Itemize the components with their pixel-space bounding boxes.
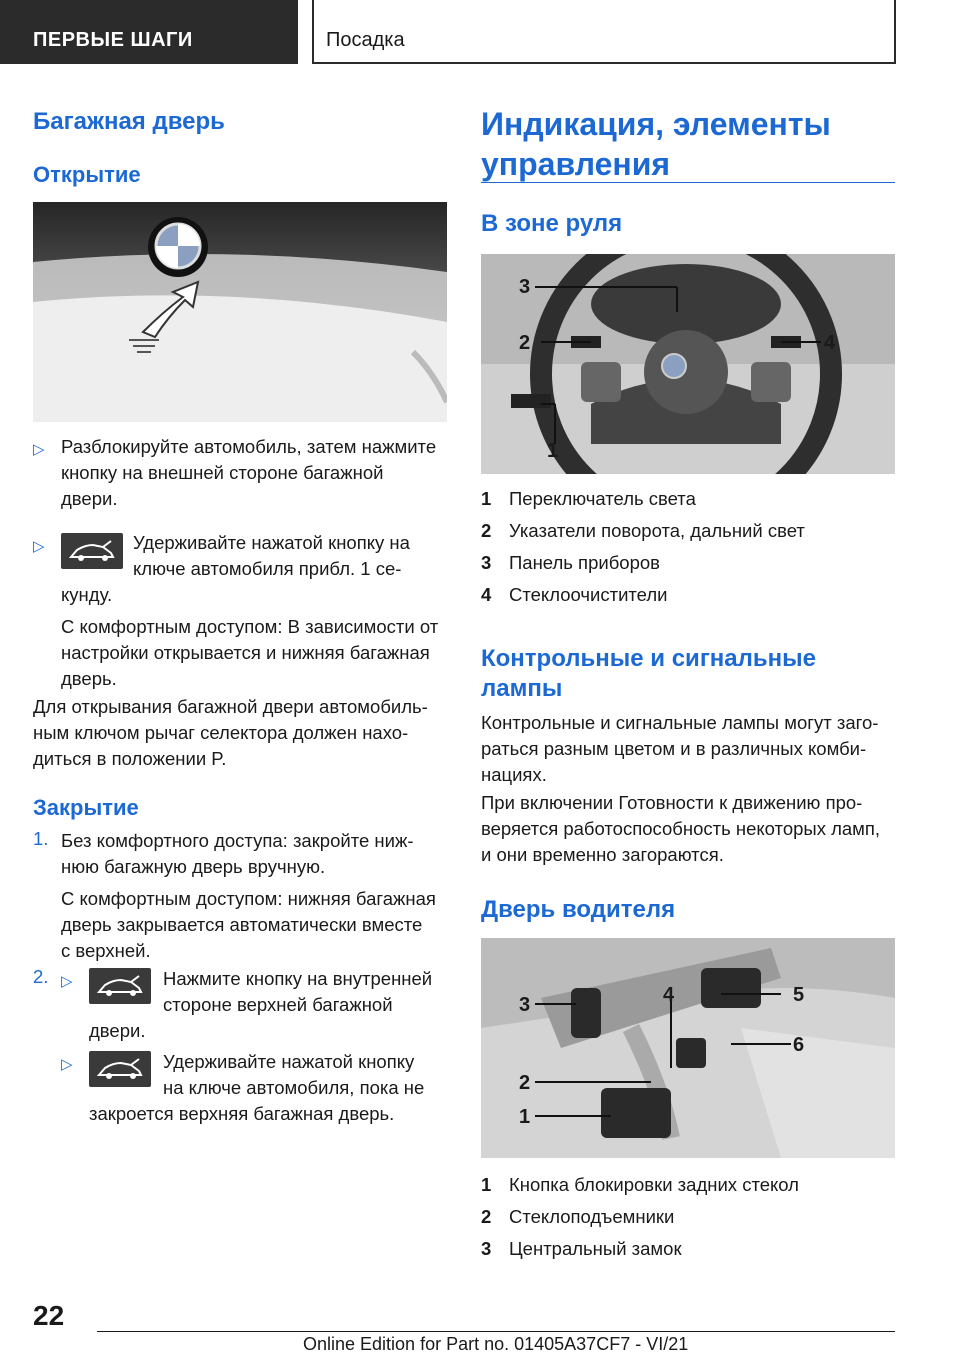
bullet-triangle-icon: ▷ xyxy=(33,441,45,458)
step-number: 2. xyxy=(33,966,49,987)
steering-wheel-photo xyxy=(481,254,895,474)
close-step-inner-button: Нажмите кнопку на внутренней стороне верхней багажной xyxy=(163,968,433,1015)
callout-label: 3 xyxy=(519,994,531,1016)
opening-heading: Открытие xyxy=(33,162,141,187)
key-tailgate-button-icon xyxy=(89,1051,151,1087)
callout-label: 2 xyxy=(519,1072,531,1094)
bullet-triangle-icon: ▷ xyxy=(61,1056,73,1073)
close-step-key-hold: Удерживайте нажатой кнопку на ключе автомобиля, пока не xyxy=(163,1051,425,1098)
tailgate-photo xyxy=(33,202,447,422)
lamps-para-1: Контрольные и сигнальные лампы могут заго- раться разным цветом и в различных комби- нациях. xyxy=(481,712,879,785)
close-step-manual: Без комфортного доступа: закройте ниж- нюю багажную дверь вручную. xyxy=(61,830,414,877)
lamps-heading: Контрольные и сигнальные лампы xyxy=(481,645,816,702)
callout-label: 1 xyxy=(519,1106,531,1128)
open-step-key-hold-end: кунду. xyxy=(61,584,113,605)
header-chapter-tab xyxy=(312,0,896,64)
callout-label: 2 xyxy=(519,332,531,354)
open-key-selector-note: Для открывания багажной двери автомобиль- ным ключом рычаг селектора должен нахо- диться в положении P. xyxy=(33,696,428,769)
open-comfort-note: С комфортным доступом: В зависимости от настройки открывается и нижняя багажная дверь. xyxy=(61,616,439,689)
controls-title: Индикация, элементы управления xyxy=(481,106,831,182)
callout-label: 4 xyxy=(824,332,836,354)
header-section-label: ПЕРВЫЕ ШАГИ xyxy=(33,29,193,51)
driver-door-photo xyxy=(481,938,895,1158)
open-step-unlock: Разблокируйте автомобиль, затем нажмите кнопку на внешней стороне багажной двери. xyxy=(61,436,437,509)
header-section-tab xyxy=(0,0,298,64)
callout-label: 6 xyxy=(793,1034,805,1056)
footer-rule xyxy=(97,1331,895,1332)
bullet-triangle-icon: ▷ xyxy=(61,973,73,990)
header-chapter-label: Посадка xyxy=(326,29,405,51)
callout-label: 1 xyxy=(547,440,559,462)
callout-label: 4 xyxy=(663,984,675,1006)
close-step-inner-button-end: двери. xyxy=(89,1020,146,1041)
tailgate-inner-button-icon xyxy=(89,968,151,1004)
page-number: 22 xyxy=(33,1300,65,1331)
callout-label: 3 xyxy=(519,276,531,298)
callout-label: 5 xyxy=(793,984,805,1006)
open-step-key-hold: Удерживайте нажатой кнопку на ключе автомобиля прибл. 1 се- xyxy=(133,532,410,579)
closing-heading: Закрытие xyxy=(33,795,139,820)
key-tailgate-button-icon xyxy=(61,533,123,569)
close-comfort-note: С комфортным доступом: нижняя багажная дверь закрывается автоматически вместе с верхней. xyxy=(61,888,436,961)
tailgate-heading: Багажная дверь xyxy=(33,108,225,135)
lamps-para-2: При включении Готовности к движению про- веряется работоспособность некоторых ламп, и они временно загораются. xyxy=(481,792,881,865)
close-step-key-hold-end: закроется верхняя багажная дверь. xyxy=(89,1103,395,1124)
title-rule xyxy=(481,182,895,183)
footer-edition: Online Edition for Part no. 01405A37CF7 - VI/21 xyxy=(303,1334,689,1354)
step-number: 1. xyxy=(33,828,49,849)
driver-door-heading: Дверь водителя xyxy=(481,896,676,923)
bullet-triangle-icon: ▷ xyxy=(33,538,45,555)
wheel-heading: В зоне руля xyxy=(481,210,623,237)
